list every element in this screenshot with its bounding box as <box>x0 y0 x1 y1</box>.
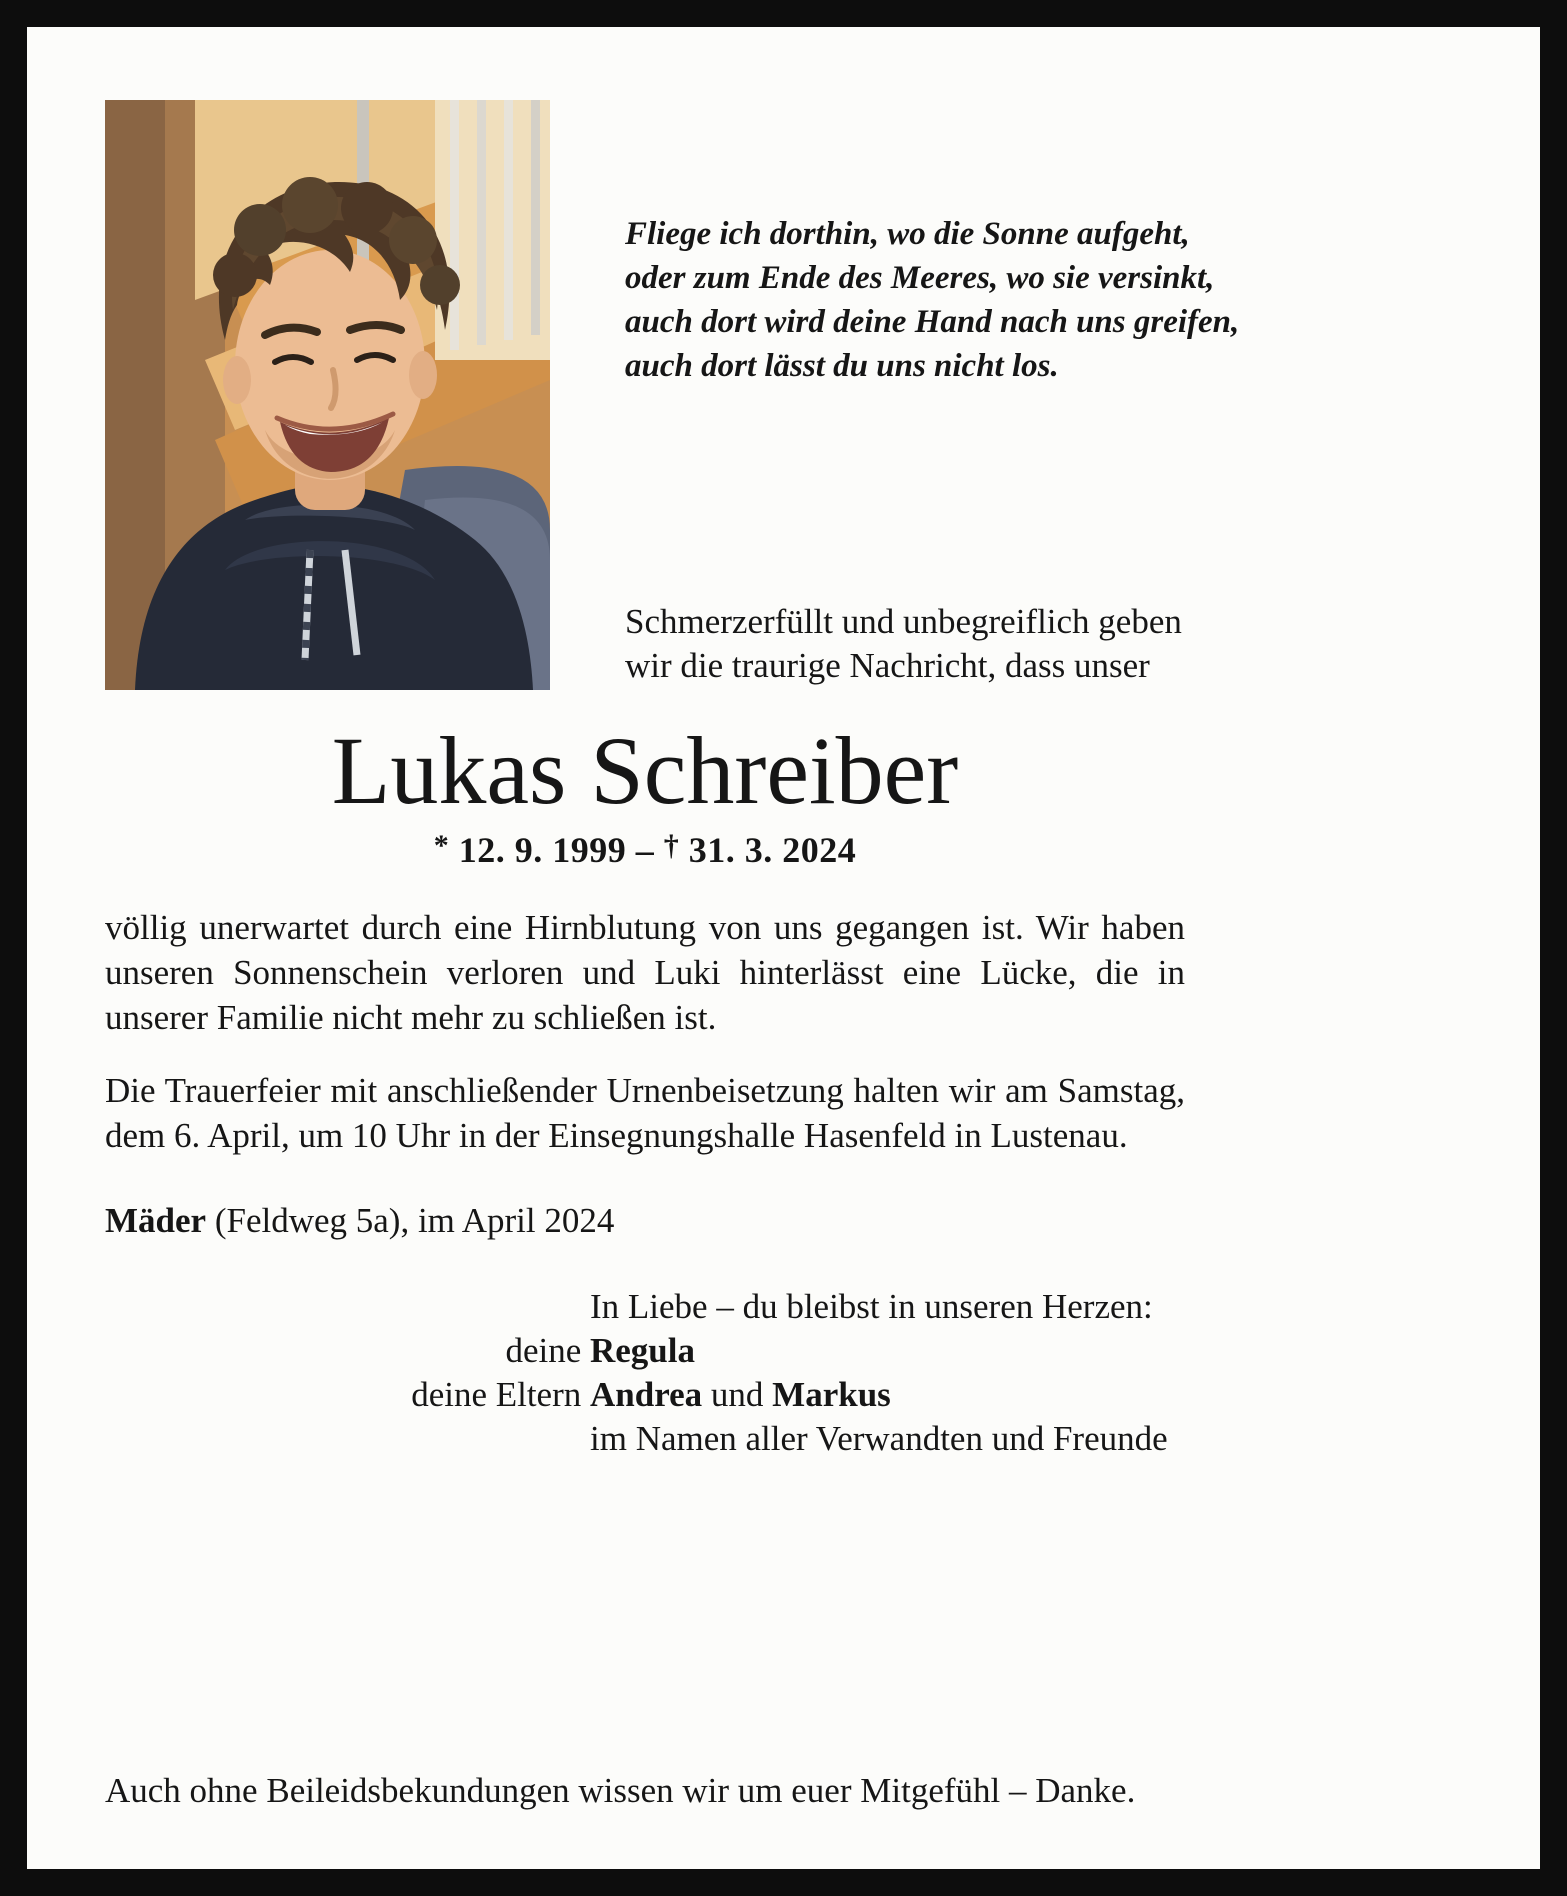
body-paragraph-2: Die Trauerfeier mit anschließender Urnenbeisetzung halten wir am Samstag, dem 6. April, um 10 Uhr in der Einsegnungshalle Hasenfeld in Lustenau. <box>105 1071 1185 1155</box>
signature-2-mid: und <box>702 1375 773 1414</box>
death-date: 31. 3. 2024 <box>688 830 857 870</box>
signature-2-name-1: Andrea <box>590 1375 703 1414</box>
body-paragraph-1: völlig unerwartet durch eine Hirnblutung von uns gegangen ist. Wir haben unseren Sonnenschein verloren und Luki hinterlässt eine Lücke, die in unserer Familie nicht mehr zu schließen ist. <box>105 908 1185 1037</box>
place-date-line <box>105 1198 1185 1243</box>
place-name: Mäder <box>105 1201 207 1240</box>
memorial-quote <box>625 212 1239 388</box>
signature-line-1 <box>505 1329 1185 1373</box>
right-column <box>625 100 1239 690</box>
top-section <box>105 100 1240 690</box>
intro-line-1: Schmerzerfüllt und unbegreiflich geben <box>625 602 1182 641</box>
portrait-photo <box>105 100 550 690</box>
signature-2-name-2: Markus <box>772 1375 891 1414</box>
signature-line-2 <box>411 1373 1185 1417</box>
love-line: In Liebe – du bleibst in unseren Herzen: <box>590 1287 1153 1326</box>
quote-line-4: auch dort lässt du uns nicht los. <box>625 348 1059 384</box>
place-rest: (Feldweg 5a), im April 2024 <box>206 1201 615 1240</box>
obituary-paper <box>27 27 1540 1869</box>
signature-1-prefix: deine <box>505 1331 590 1370</box>
signature-1-name: Regula <box>590 1331 695 1370</box>
announcement-intro <box>625 600 1239 690</box>
signature-line-3: im Namen aller Verwandten und Freunde <box>590 1419 1168 1458</box>
quote-line-2: oder zum Ende des Meeres, wo sie versinkt, <box>625 260 1215 296</box>
quote-line-1: Fliege ich dorthin, wo die Sonne aufgeht, <box>625 216 1190 252</box>
birth-date: 12. 9. 1999 <box>458 830 627 870</box>
obituary-content <box>105 27 1240 1461</box>
dates-separator: – <box>635 830 655 870</box>
quote-line-3: auch dort wird deine Hand nach uns greifen, <box>625 304 1240 340</box>
signature-2-prefix: deine Eltern <box>411 1375 590 1414</box>
death-symbol: † <box>663 829 680 862</box>
intro-line-2: wir die traurige Nachricht, dass unser <box>625 646 1150 685</box>
deceased-name: Lukas Schreiber <box>331 717 959 824</box>
life-dates <box>105 828 1185 875</box>
farewell-block <box>411 1285 1185 1461</box>
birth-symbol: * <box>433 829 450 862</box>
condolence-note: Auch ohne Beileidsbekundungen wissen wir um euer Mitgefühl – Danke. <box>105 1771 1136 1810</box>
